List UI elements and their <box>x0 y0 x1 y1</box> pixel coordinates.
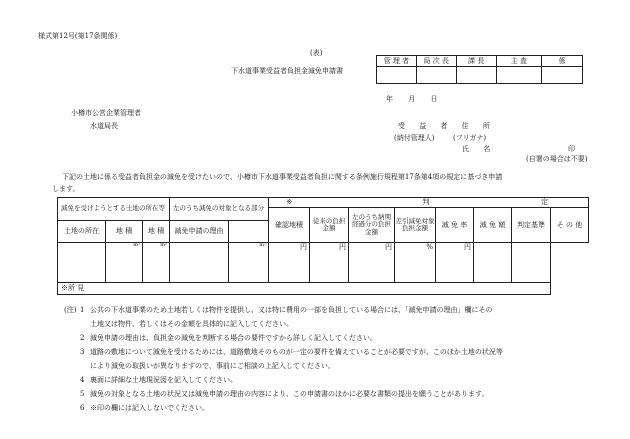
notes-prefix: (注) <box>64 306 77 314</box>
note-number-6: 6 <box>80 404 85 412</box>
judgment-label-right: 定 <box>436 198 589 208</box>
criteria-cell[interactable] <box>474 243 512 283</box>
official-mark: ※ <box>269 198 310 208</box>
note-1-line-1: 公共の下水道事業のため土地若しくは物件を提供し、又は特に費用の一部を負担している場合には、「減免申請の理由」欄にその <box>90 306 493 314</box>
rate-cell[interactable] <box>395 243 436 283</box>
land-header: 減免を受けようとする土地の所在等 <box>58 198 170 221</box>
approval-stamp-manager[interactable] <box>377 67 417 84</box>
unit-percent: % <box>426 243 433 251</box>
approval-stamp-section-chief[interactable] <box>456 67 496 84</box>
remark-row[interactable] <box>58 283 551 295</box>
confirm-area-cell[interactable] <box>229 243 269 283</box>
full-amount-header: 従来の負担金額 <box>310 208 349 243</box>
transition-amount-cell[interactable] <box>310 243 349 283</box>
applicant-address-label: 受 益 者 住 所 <box>398 122 490 130</box>
area-header-a: 地 積 <box>106 221 143 243</box>
addressee-line1: 小樽市公営企業管理者 <box>71 109 141 117</box>
form-title: 下水道事業受益者負担金減免申請書 <box>231 67 343 75</box>
approval-header-supervisor: 主 査 <box>496 56 542 67</box>
furigana-label: (フリガナ) <box>453 134 487 142</box>
approval-stamp-box <box>376 55 583 84</box>
note-6-line-1: ※印の欄には記入しないでください。 <box>90 404 209 412</box>
area-cell-a[interactable] <box>106 243 143 283</box>
note-number-5: 5 <box>80 390 85 398</box>
full-amount-cell[interactable] <box>269 243 310 283</box>
net-amount-cell[interactable] <box>349 243 395 283</box>
intro-line1: 下記の土地に係る受益者負担金の減免を受けたいので、小樽市下水道事業受益者負担に関する条例施行規程第17条第4項の規定に基づき申請 <box>62 173 503 181</box>
unit-m2-c: m² <box>259 242 266 248</box>
reason-header: 減免申請の理由 <box>170 221 229 243</box>
approval-header-manager: 管 理 者 <box>377 56 417 67</box>
location-header: 土地の所在 <box>58 221 106 243</box>
seal-note: (自署の場合は不要) <box>526 155 588 163</box>
transition-amount-header: 左のうち納期経過分の負担金額 <box>349 208 395 243</box>
note-3-line-2: により減免の取扱いが異なりますので、事前にご相談の上記入してください。 <box>90 362 335 370</box>
location-cell[interactable] <box>58 243 106 283</box>
reduction-cell[interactable] <box>436 243 474 283</box>
note-3-line-1: 道路の敷地について減免を受けるためには、道路敷地そのものが一定の要件を備えていることが必要ですが、このほか土地の状況等 <box>90 348 503 356</box>
note-5-line-1: 減免の対象となる土地の状況又は減免申請の理由の内容により、この申請書のほかに必要な書類の提出を願うことがあります。 <box>90 390 489 398</box>
front-mark: (表) <box>310 49 323 57</box>
approval-header-clerk: 係 <box>542 56 583 67</box>
note-number-2: 2 <box>80 334 85 342</box>
addressee-line2: 水道局長 <box>90 122 118 130</box>
portion-header: 左のうち減免の対象となる部分 <box>170 198 269 221</box>
reason-cell[interactable] <box>170 243 229 283</box>
unit-m2-a: m² <box>133 242 140 248</box>
seal-mark: 印 <box>568 145 575 153</box>
area-header-b: 地 積 <box>143 221 170 243</box>
note-number-1: 1 <box>80 306 85 314</box>
unit-yen-c: 円 <box>385 243 392 251</box>
form-number: 様式第12号(第17条関係) <box>38 32 118 40</box>
area-cell-b[interactable] <box>143 243 170 283</box>
approval-header-section-chief: 課 長 <box>456 56 496 67</box>
net-amount-header: 差引減免対象負担金額 <box>395 208 436 243</box>
approval-stamp-supervisor[interactable] <box>496 67 542 84</box>
intro-line2: します。 <box>52 185 80 193</box>
unit-yen-a: 円 <box>300 243 307 251</box>
note-number-4: 4 <box>80 376 85 384</box>
name-label: 氏 名 <box>462 145 491 153</box>
payer-label: (納付管理人) <box>394 134 435 142</box>
note-number-3: 3 <box>80 348 85 356</box>
reduction-header: 減 免 額 <box>474 208 512 243</box>
judgment-label-left: 判 <box>310 198 436 208</box>
other-cell[interactable] <box>512 243 551 283</box>
unit-yen-d: 円 <box>464 243 471 251</box>
date-line: 年 月 日 <box>386 95 438 103</box>
remark-label: ※所 見 <box>61 284 85 293</box>
criteria-header: 判定基準 <box>512 208 551 243</box>
approval-header-deputy: 局 次 長 <box>416 56 456 67</box>
unit-yen-b: 円 <box>339 243 346 251</box>
approval-stamp-clerk[interactable] <box>542 67 583 84</box>
note-2-line-1: 減免申請の理由は、負担金の減免を判断する場合の要件ですから詳しく記入してください。 <box>90 334 377 342</box>
note-1-line-2: 土地又は物件、若しくはその金額を具体的に記入してください。 <box>90 320 293 328</box>
confirm-area-header: 確認地積 <box>269 208 310 243</box>
approval-stamp-deputy[interactable] <box>416 67 456 84</box>
unit-m2-b: m² <box>160 242 167 248</box>
note-4-line-1: 裏面に詳細な土地現況図を記入してください。 <box>90 376 237 384</box>
other-header: そ の 他 <box>551 208 589 243</box>
rate-header: 減 免 率 <box>436 208 474 243</box>
application-table <box>57 197 589 295</box>
